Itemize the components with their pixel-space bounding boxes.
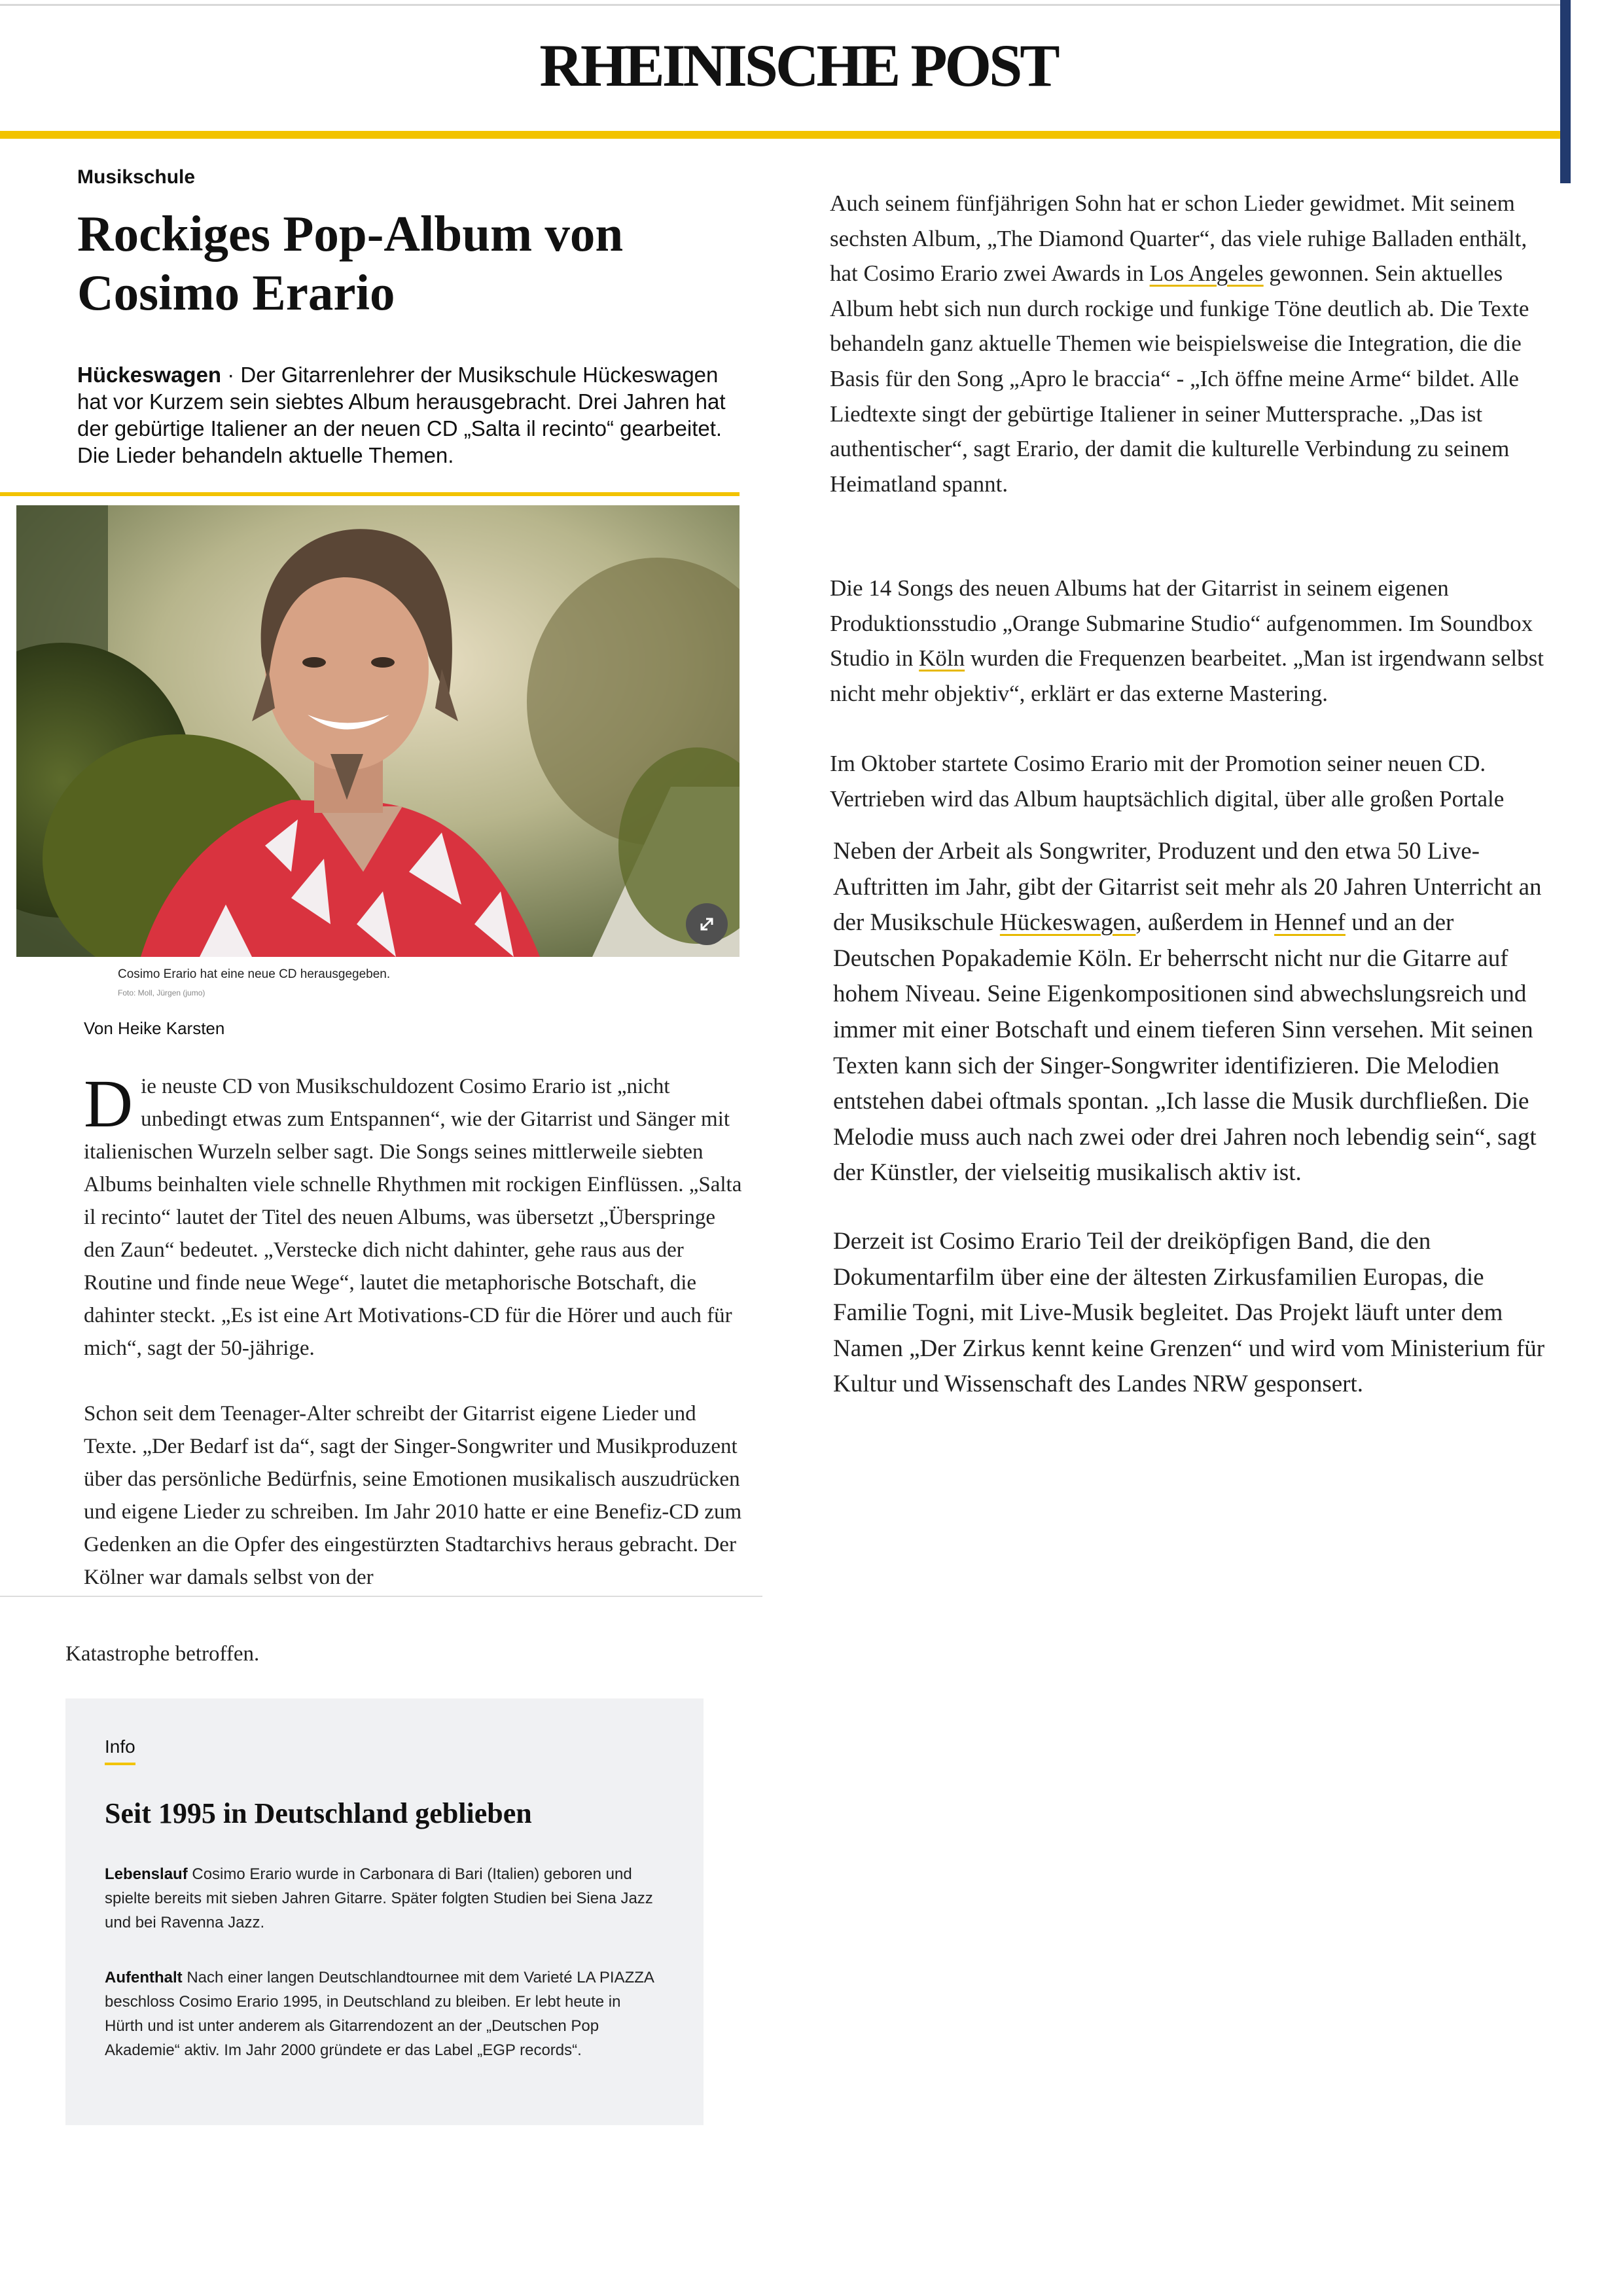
article-headline: Rockiges Pop-Album von Cosimo Erario: [77, 206, 624, 321]
body-paragraph-6-text-c: und an der Deutschen Popakademie Köln. Er beherrscht nicht nur die Gitarre auf hohem Niveau. Seine Eigenkompositionen sind abwechslungsreich und immer mit einer Botschaft und einem tieferen Sinn versehen. Mit seinen Texten kann sich der Singer-Songwriter identifizieren. Die Melodien entstehen dabei oftmals spontan. „Ich lasse die Musik durchfließen. Die Melodie muss auch nach zwei oder drei Jahren noch lebendig sein“, sagt der Künstler, der vielseitig musikalisch aktiv ist.: [833, 909, 1537, 1187]
drop-cap: D: [84, 1066, 134, 1141]
teaser-location: Hückeswagen: [77, 363, 222, 387]
link-koeln[interactable]: Köln: [919, 645, 965, 672]
body-paragraph-2-tail: Katastrophe betroffen.: [65, 1642, 260, 1666]
info-box: [65, 1698, 704, 2125]
teaser-text: · Der Gitarrenlehrer der Musikschule Hückeswagen hat vor Kurzem sein siebtes Album herausgebracht. Drei Jahren hat der gebürtige Italiener an der neuen CD „Salta il recinto“ gearbeitet. Die Lieder behandeln aktuelle Themen.: [77, 363, 726, 467]
body-paragraph-3: [830, 186, 1556, 501]
body-paragraph-1-text: ie neuste CD von Musikschuldozent Cosimo Erario ist „nicht unbedingt etwas zum Entspannen“, wie der Gitarrist und Sänger mit italienischen Wurzeln selber sagt. Die Songs seines mittlerweile siebten Albums beinhalten viele schnelle Rhythmen mit rockigen Einflüssen. „Salta il recinto“ lautet der Titel des neuen Albums, was übersetzt „Überspringe den Zaun“ bedeutet. „Verstecke dich nicht dahinter, gehe raus aus der Routine und finde neue Wege“, lautet die metaphorische Botschaft, die dahinter steckt. „Es ist eine Art Motivations-CD für die Hörer und auch für mich“, sagt der 50-jährige.: [84, 1075, 742, 1360]
body-paragraph-4-text-b: wurden die Frequenzen bearbeitet. „Man ist irgendwann selbst nicht mehr objektiv“, erklärt er das externe Mastering.: [830, 645, 1544, 706]
photo-credit: Foto: Moll, Jürgen (jumo): [118, 988, 205, 997]
article-author: Von Heike Karsten: [84, 1018, 225, 1038]
body-paragraph-3-text-b: gewonnen. Sein aktuelles Album hebt sich nun durch rockige und funkige Töne deutlich ab. Die Texte behandeln ganz aktuelle Themen wie beispielsweise die Integration, die die Basis für den Song „Apro le braccia“ - „Ich öffne meine Arme“ bildet. Alle Liedtexte singt der gebürtige Italiener in seiner Muttersprache. „Das ist authentischer“, sagt Erario, der damit die kulturelle Verbindung zu seinem Heimatland spannt.: [830, 260, 1529, 497]
fold-line: [0, 1596, 762, 1597]
article-kicker: Musikschule: [77, 166, 196, 188]
info-box-title: Seit 1995 in Deutschland geblieben: [105, 1797, 532, 1829]
expand-icon: [686, 903, 728, 945]
link-hennef[interactable]: Hennef: [1274, 909, 1346, 937]
info-item-text: Nach einer langen Deutschlandtournee mit dem Varieté LA PIAZZA beschloss Cosimo Erario 1995, in Deutschland zu bleiben. Er lebt heute in Hürth und ist unter anderem als Gitarrendozent an der „Deutschen Pop Akademie“ aktiv. Im Jahr 2000 gründete er das Label „EGP records“.: [105, 1969, 654, 2059]
masthead-accent-bar: [0, 131, 1561, 139]
body-paragraph-4: [830, 571, 1556, 711]
teaser-divider: [0, 492, 740, 496]
link-los-angeles[interactable]: Los Angeles: [1149, 260, 1264, 287]
body-paragraph-6-text-a: Neben der Arbeit als Songwriter, Produzent und den etwa 50 Live-Auftritten im Jahr, gibt der Gitarrist seit mehr als 20 Jahren Unterricht an der Musikschule: [833, 838, 1542, 937]
photo-expand-button[interactable]: [686, 903, 728, 945]
article-photo[interactable]: [16, 505, 740, 957]
body-paragraph-6: [833, 834, 1556, 1191]
masthead-logo[interactable]: RHEINISCHE POST: [539, 32, 1058, 99]
article-teaser: [77, 361, 735, 470]
body-paragraph-7: Derzeit ist Cosimo Erario Teil der dreiköpfigen Band, die den Dokumentarfilm über eine der ältesten Zirkusfamilien Europas, die Familie Togni, mit Live-Musik begleitet. Das Projekt läuft unter dem Namen „Der Zirkus kennt keine Grenzen“ und wird vom Ministerium für Kultur und Wissenschaft des Landes NRW gesponsert.: [833, 1228, 1545, 1398]
info-item-label: Lebenslauf: [105, 1865, 188, 1883]
info-box-item-aufenthalt: [105, 1965, 661, 2062]
link-hueckeswagen[interactable]: Hückeswagen: [999, 909, 1136, 937]
info-box-item-lebenslauf: [105, 1862, 661, 1935]
body-paragraph-4-text-a: Die 14 Songs des neuen Albums hat der Gitarrist in seinem eigenen Produktionsstudio „Orange Submarine Studio“ aufgenommen. Im Soundbox Studio in: [830, 575, 1533, 672]
photo-caption: Cosimo Erario hat eine neue CD herausgegeben.: [118, 967, 391, 981]
info-box-label: Info: [105, 1736, 135, 1765]
info-item-label: Aufenthalt: [105, 1969, 183, 1986]
body-paragraph-6-text-b: , außerdem in: [1135, 909, 1275, 937]
right-edge-bar: [1560, 0, 1571, 183]
top-hairline: [0, 4, 1561, 6]
body-paragraph-3-text-a: Auch seinem fünfjährigen Sohn hat er schon Lieder gewidmet. Mit seinem sechsten Album, „The Diamond Quarter“, das viele ruhige Balladen enthält, hat Cosimo Erario zwei Awards in: [830, 190, 1527, 287]
body-paragraph-2: Schon seit dem Teenager-Alter schreibt der Gitarrist eigene Lieder und Texte. „Der Bedarf ist da“, sagt der Singer-Songwriter und Musikproduzent über das persönliche Bedürfnis, seine Emotionen musikalisch auszudrücken und eigene Lieder zu schreiben. Im Jahr 2010 hatte er eine Benefiz-CD zum Gedenken an die Opfer des eingestürzten Stadtarchivs heraus gebracht. Der Kölner war damals selbst von der: [84, 1402, 742, 1589]
info-item-text: Cosimo Erario wurde in Carbonara di Bari (Italien) geboren und spielte bereits mit sieben Jahren Gitarre. Später folgten Studien bei Siena Jazz und bei Ravenna Jazz.: [105, 1865, 653, 1931]
body-paragraph-5: Im Oktober startete Cosimo Erario mit der Promotion seiner neuen CD. Vertrieben wird das Album hauptsächlich digital, über alle großen Portale: [830, 751, 1505, 812]
body-paragraph-1: [84, 1066, 745, 1365]
